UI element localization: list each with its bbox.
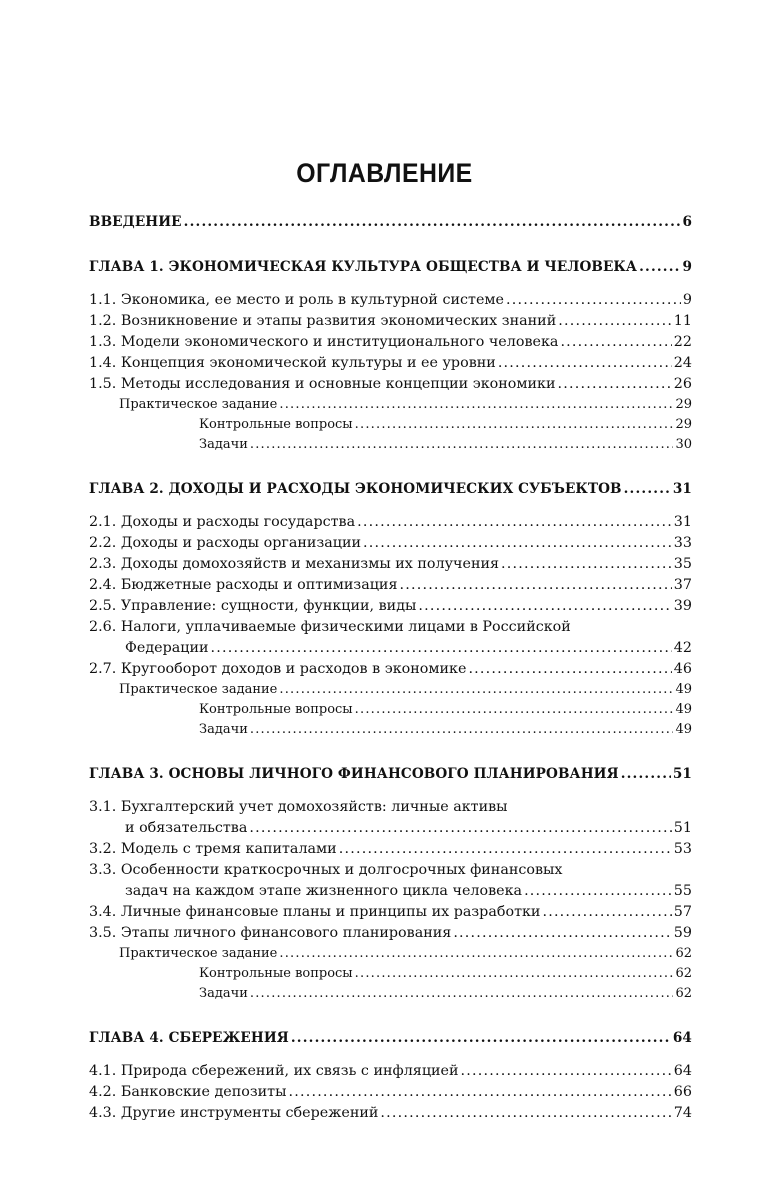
section-title: 1.5. Методы исследования и основные концепции экономики xyxy=(89,376,556,392)
toc-section xyxy=(89,353,692,374)
page-number: 29 xyxy=(675,397,692,412)
section-title-continued: задач на каждом этапе жизненного цикла человека xyxy=(125,883,523,899)
toc-chapter-4 xyxy=(89,1028,692,1049)
chapter-title: ГЛАВА 2. ДОХОДЫ И РАСХОДЫ ЭКОНОМИЧЕСКИХ СУБЪЕКТОВ xyxy=(89,481,622,497)
leader-dots xyxy=(363,533,672,554)
page-number: 74 xyxy=(673,1105,692,1121)
page-number: 64 xyxy=(672,1030,692,1046)
page-number: 59 xyxy=(673,925,692,941)
leader-dots xyxy=(250,435,674,455)
toc-section xyxy=(89,659,692,680)
page-number: 11 xyxy=(673,313,692,329)
page-number: 42 xyxy=(673,640,692,656)
page-number: 46 xyxy=(673,661,692,677)
section-title: 1.3. Модели экономического и институционального человека xyxy=(89,334,559,350)
toc-section xyxy=(89,818,692,839)
toc-tasks xyxy=(89,984,692,1004)
toc-section xyxy=(89,923,692,944)
section-title: 3.2. Модель с тремя капиталами xyxy=(89,841,337,857)
toc-section xyxy=(89,1061,692,1082)
toc-section xyxy=(89,902,692,923)
toc-chapter-1 xyxy=(89,257,692,278)
section-title: 1.2. Возникновение и этапы развития экономических знаний xyxy=(89,313,557,329)
leader-dots xyxy=(211,638,672,659)
toc-section xyxy=(89,1103,692,1124)
table-of-contents xyxy=(89,212,692,1124)
section-title: 1.1. Экономика, ее место и роль в культурной системе xyxy=(89,292,504,308)
page-number: 26 xyxy=(673,376,692,392)
toc-section xyxy=(89,311,692,332)
leader-dots xyxy=(621,764,671,785)
leader-dots xyxy=(355,700,674,720)
page-number: 49 xyxy=(675,682,692,697)
leader-dots xyxy=(399,575,671,596)
leader-dots xyxy=(355,964,674,984)
page-number: 62 xyxy=(675,946,692,961)
page-number: 39 xyxy=(673,598,692,614)
leader-dots xyxy=(558,311,672,332)
section-title: 2.3. Доходы домохозяйств и механизмы их получения xyxy=(89,556,500,572)
questions-title: Контрольные вопросы xyxy=(199,417,353,432)
leader-dots xyxy=(250,984,674,1004)
leader-dots xyxy=(639,257,680,278)
toc-section xyxy=(89,1082,692,1103)
page-number: 31 xyxy=(672,481,692,497)
chapter-title: ГЛАВА 1. ЭКОНОМИЧЕСКАЯ КУЛЬТУРА ОБЩЕСТВА И ЧЕЛОВЕКА xyxy=(89,259,638,275)
leader-dots xyxy=(506,290,681,311)
page-number: 9 xyxy=(682,292,692,308)
leader-dots xyxy=(542,902,671,923)
page-number: 49 xyxy=(675,722,692,737)
leader-dots xyxy=(339,839,672,860)
chapter-title: ГЛАВА 3. ОСНОВЫ ЛИЧНОГО ФИНАНСОВОГО ПЛАНИРОВАНИЯ xyxy=(89,766,619,782)
page-number: 53 xyxy=(673,841,692,857)
leader-dots xyxy=(524,881,672,902)
page-number: 22 xyxy=(673,334,692,350)
section-title: 2.6. Налоги, уплачиваемые физическими лицами в Российской xyxy=(89,619,571,635)
section-title: 4.1. Природа сбережений, их связь с инфляцией xyxy=(89,1063,459,1079)
toc-section xyxy=(89,575,692,596)
toc-section xyxy=(89,332,692,353)
page-number: 51 xyxy=(673,820,692,836)
leader-dots xyxy=(279,395,673,415)
toc-entry-introduction xyxy=(89,212,692,233)
questions-title: Контрольные вопросы xyxy=(199,966,353,981)
leader-dots xyxy=(279,944,673,964)
toc-section xyxy=(89,638,692,659)
section-title: 2.5. Управление: сущности, функции, виды xyxy=(89,598,417,614)
toc-questions xyxy=(89,415,692,435)
page-number: 9 xyxy=(682,259,692,275)
leader-dots xyxy=(184,212,681,233)
section-title: 3.3. Особенности краткосрочных и долгосрочных финансовых xyxy=(89,862,563,878)
leader-dots xyxy=(357,512,672,533)
section-title: 3.1. Бухгалтерский учет домохозяйств: личные активы xyxy=(89,799,508,815)
page-number: 57 xyxy=(673,904,692,920)
leader-dots xyxy=(380,1103,671,1124)
toc-section xyxy=(89,881,692,902)
page-number: 29 xyxy=(675,417,692,432)
chapter-title: ГЛАВА 4. СБЕРЕЖЕНИЯ xyxy=(89,1030,289,1046)
leader-dots xyxy=(498,353,672,374)
practice-title: Практическое задание xyxy=(119,946,278,961)
leader-dots xyxy=(291,1028,671,1049)
page-number: 31 xyxy=(673,514,692,530)
leader-dots xyxy=(501,554,672,575)
page-number: 35 xyxy=(673,556,692,572)
leader-dots xyxy=(624,479,671,500)
leader-dots xyxy=(453,923,671,944)
section-title: 3.4. Личные финансовые планы и принципы их разработки xyxy=(89,904,541,920)
questions-title: Контрольные вопросы xyxy=(199,702,353,717)
toc-chapter-3 xyxy=(89,764,692,785)
page-number: 55 xyxy=(673,883,692,899)
section-title: 4.3. Другие инструменты сбережений xyxy=(89,1105,379,1121)
toc-section xyxy=(89,374,692,395)
practice-title: Практическое задание xyxy=(119,397,278,412)
leader-dots xyxy=(558,374,672,395)
section-title: 2.4. Бюджетные расходы и оптимизация xyxy=(89,577,398,593)
leader-dots xyxy=(468,659,671,680)
page-title: ОГЛАВЛЕНИЕ xyxy=(296,158,473,188)
page-number: 37 xyxy=(673,577,692,593)
leader-dots xyxy=(355,415,674,435)
section-title: 1.4. Концепция экономической культуры и ее уровни xyxy=(89,355,496,371)
toc-section xyxy=(89,512,692,533)
tasks-title: Задачи xyxy=(199,722,248,737)
leader-dots xyxy=(418,596,671,617)
section-title-continued: и обязательства xyxy=(125,820,248,836)
page-number: 64 xyxy=(673,1063,692,1079)
leader-dots xyxy=(560,332,671,353)
leader-dots xyxy=(249,818,671,839)
toc-tasks xyxy=(89,720,692,740)
toc-chapter-2 xyxy=(89,479,692,500)
toc-entry-text: ВВЕДЕНИЕ xyxy=(89,214,182,230)
section-title-continued: Федерации xyxy=(125,640,209,656)
page-number: 49 xyxy=(675,702,692,717)
page-number: 24 xyxy=(673,355,692,371)
tasks-title: Задачи xyxy=(199,986,248,1001)
toc-questions xyxy=(89,964,692,984)
leader-dots xyxy=(461,1061,672,1082)
toc-section xyxy=(89,533,692,554)
toc-practice xyxy=(89,395,692,415)
toc-section xyxy=(89,839,692,860)
page-number: 66 xyxy=(673,1084,692,1100)
toc-section xyxy=(89,554,692,575)
section-title: 2.2. Доходы и расходы организации xyxy=(89,535,362,551)
toc-section xyxy=(89,596,692,617)
toc-questions xyxy=(89,700,692,720)
page-number: 33 xyxy=(673,535,692,551)
page-number: 30 xyxy=(675,437,692,452)
toc-practice xyxy=(89,680,692,700)
section-title: 4.2. Банковские депозиты xyxy=(89,1084,287,1100)
leader-dots xyxy=(288,1082,671,1103)
toc-practice xyxy=(89,944,692,964)
section-title: 2.7. Кругооборот доходов и расходов в экономике xyxy=(89,661,467,677)
page-number: 62 xyxy=(675,966,692,981)
section-title: 2.1. Доходы и расходы государства xyxy=(89,514,356,530)
toc-tasks xyxy=(89,435,692,455)
page-number: 62 xyxy=(675,986,692,1001)
leader-dots xyxy=(250,720,674,740)
page-number: 51 xyxy=(672,766,692,782)
section-title: 3.5. Этапы личного финансового планирования xyxy=(89,925,452,941)
toc-section xyxy=(89,290,692,311)
page-number: 6 xyxy=(682,214,692,230)
tasks-title: Задачи xyxy=(199,437,248,452)
leader-dots xyxy=(279,680,673,700)
practice-title: Практическое задание xyxy=(119,682,278,697)
